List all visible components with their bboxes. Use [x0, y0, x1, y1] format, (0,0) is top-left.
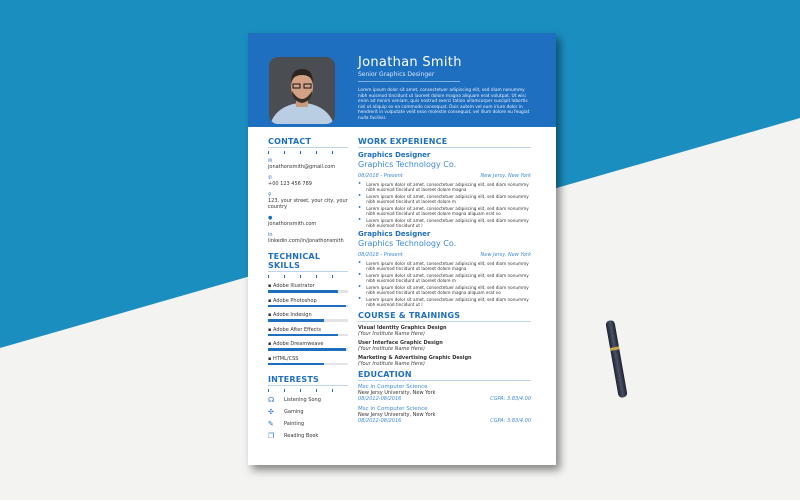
divider: [268, 151, 348, 154]
skill-label: [268, 327, 348, 333]
interest-label: Gaming: [284, 409, 304, 415]
job-title: Graphics Designer: [358, 230, 431, 238]
course-school: (Your Institute Name Here): [358, 346, 425, 352]
interest-item: [268, 408, 348, 416]
interest-item: [268, 432, 348, 440]
education-degree: Msc in Computer Science: [358, 406, 428, 412]
skill-label: [268, 341, 348, 347]
bullet-icon: •: [358, 272, 362, 278]
interests-heading: INTERESTS: [268, 375, 348, 386]
job: [358, 151, 531, 228]
interest-item: [268, 420, 348, 428]
contact-text: 123, your street, your city, your country: [268, 198, 348, 210]
job-dates: 08/2018 - Present: [358, 173, 403, 179]
education-list: [358, 384, 531, 424]
skill-bar: [268, 348, 348, 351]
skill-item: [268, 298, 348, 308]
skill-label: [268, 298, 348, 304]
course-school: (Your Institute Name Here): [358, 361, 425, 367]
bullet-icon: •: [358, 284, 362, 290]
skill-bar-fill: [268, 348, 346, 351]
job-bullet: [358, 297, 531, 307]
job-meta: [358, 173, 531, 179]
job-bullet: [358, 218, 531, 228]
skill-item: [268, 341, 348, 351]
bullet-icon: •: [358, 193, 362, 199]
skill-item: [268, 312, 348, 322]
job-bullet: [358, 261, 531, 271]
job-bullet: [358, 285, 531, 295]
job: [358, 230, 531, 307]
bullet-text: Lorem ipsum dolor sit amet, consectetuer adipiscing elit, sed diam nonummy nibh euismod tincidunt ut laoreet dolore magna aliquam erat vo: [366, 206, 529, 216]
candidate-role: Senior Graphics Desinger: [358, 71, 460, 82]
headphones-icon: ☊: [268, 396, 275, 404]
skill-item: [268, 327, 348, 337]
bullet-text: Lorem ipsum dolor sit amet, consectetuer adipiscing elit, sed diam nonummy nibh euismod tincidunt ut laoreet dolore magna: [366, 261, 529, 271]
bullet-text: Lorem ipsum dolor sit amet, consectetuer adipiscing elit, sed diam nonummy nibh euismod tincidunt ut laoreet dolore m: [366, 194, 529, 204]
course-list: [358, 325, 531, 367]
resume-paper: [248, 33, 556, 465]
skill-bar-fill: [268, 305, 346, 308]
education-degree: Msc in Computer Science: [358, 384, 428, 390]
bullet-text: Lorem ipsum dolor sit amet, consectetuer adipiscing elit, sed diam nonummy nibh euismod tincidunt ut laoreet dolore magna aliquam erat vo: [366, 285, 529, 295]
contact-text: jonathonsmith@gmail.com: [268, 164, 336, 170]
email-icon: ✉: [268, 158, 273, 164]
education-dates: 08/2012-08/2016: [358, 418, 402, 424]
skill-bar: [268, 334, 348, 337]
skill-name: Adobe Illustrator: [272, 283, 315, 289]
course-school: (Your Institute Name Here): [358, 331, 425, 337]
skill-name: Adobe Photoshop: [272, 297, 317, 304]
skill-list: [268, 283, 348, 365]
job-bullet: [358, 182, 531, 192]
education-dates: 08/2012-08/2016: [358, 396, 402, 402]
bullet-text: Lorem ipsum dolor sit amet, consectetuer adipiscing elit, sed diam nonummy nibh euismod tincidunt ut l: [366, 297, 529, 307]
skill-bar-fill: [268, 290, 338, 293]
job-meta: [358, 252, 531, 258]
education-item: [358, 384, 531, 402]
job-bullet: [358, 194, 531, 204]
skill-label: [268, 283, 348, 289]
job-bullet: [358, 206, 531, 216]
skill-bar-fill: [268, 319, 324, 322]
profile-photo: [269, 57, 335, 124]
globe-icon: ●: [268, 215, 273, 221]
contact-text: jonathonsmith.com: [268, 221, 317, 227]
contact-item: [268, 192, 348, 210]
bullet-text: Lorem ipsum dolor sit amet, consectetuer adipiscing elit, sed diam nonummy nibh euismod tincidunt ut l: [366, 218, 529, 228]
bullet-icon: •: [358, 205, 362, 211]
job-bullet: [358, 273, 531, 283]
job-company: Graphics Technology Co.: [358, 239, 457, 248]
contact-item: [268, 232, 348, 244]
candidate-name: Jonathan Smith: [358, 55, 462, 70]
skill-bar: [268, 319, 348, 322]
courses-heading: COURSE & TRAININGS: [358, 311, 531, 322]
skill-name: Adobe Dreamweave: [272, 341, 324, 347]
education-meta: [358, 418, 531, 424]
bullet-icon: ▪: [268, 341, 273, 347]
interest-item: [268, 396, 348, 404]
job-company: Graphics Technology Co.: [358, 160, 457, 169]
bullet-icon: ▪: [268, 297, 273, 304]
contact-list: [268, 158, 348, 244]
course-name: Marketing & Advertising Graphic Design: [358, 355, 472, 361]
location-icon: ⚲: [268, 192, 272, 198]
contact-text: +00 123 456 789: [268, 181, 312, 187]
contact-item: [268, 215, 348, 227]
resume-header: [248, 33, 556, 127]
contact-item: [268, 175, 348, 187]
bullet-icon: ▪: [268, 283, 273, 289]
left-column: [268, 137, 348, 440]
skill-item: [268, 356, 348, 366]
skills-heading: TECHNICAL SKILLS: [268, 252, 348, 272]
interest-list: [268, 396, 348, 440]
interest-label: Painting: [284, 421, 305, 427]
divider: [268, 389, 348, 392]
divider: [268, 275, 348, 278]
education-item: [358, 406, 531, 424]
job-dates: 08/2018 - Present: [358, 252, 403, 258]
course-name: User Interface Graphic Design: [358, 340, 443, 346]
skill-name: Adobe Indesign: [272, 312, 312, 318]
bullet-icon: •: [358, 296, 362, 302]
skill-bar-fill: [268, 334, 338, 337]
skill-bar: [268, 363, 348, 366]
bullet-icon: •: [358, 181, 362, 187]
pen: [605, 320, 627, 398]
education-meta: [358, 396, 531, 402]
skill-name: Adobe After Effects: [272, 326, 321, 333]
job-location: New Jersy, New York: [480, 173, 531, 179]
right-column: [358, 137, 531, 424]
skill-bar-fill: [268, 363, 324, 366]
education-heading: EDUCATION: [358, 370, 531, 381]
bullet-icon: ▪: [268, 355, 273, 362]
bullet-icon: •: [358, 260, 362, 266]
interest-label: Reading Book: [284, 433, 319, 439]
intro-text: Lorem ipsum dolor sit amet, consectetuer adipiscing elit, sed diam nonummy nibh euismod tincidunt ut laoreet dolore magna aliquam erat volutpat. Ut wisi enim ad minim veniam, quis nostrud exerci tation ullamcorper suscipit lobortis nisl ut aliquip ex ea commodo consequat. Duis autem vel eum iriure dolor in hendrerit in vulputate velit esse molestie consequat, vel illum dolore eu feugiat nulla facilisis: [358, 88, 530, 121]
skill-label: [268, 356, 348, 362]
contact-heading: CONTACT: [268, 137, 348, 148]
education-school: New Jersy University, New York: [358, 390, 436, 396]
job-location: New Jersy, New York: [480, 252, 531, 258]
work-heading: WORK EXPERIENCE: [358, 137, 531, 148]
course-name: Visual Identity Graphics Design: [358, 325, 447, 331]
bullet-icon: ▪: [268, 312, 273, 318]
bullet-icon: ▪: [268, 326, 273, 333]
bullet-icon: •: [358, 217, 362, 223]
phone-icon: ✆: [268, 175, 273, 181]
linkedin-icon: in: [268, 232, 273, 238]
education-gpa: CGPA: 3.83/4.00: [490, 396, 531, 402]
education-school: New Jersy University, New York: [358, 412, 436, 418]
job-list: [358, 151, 531, 307]
bullet-text: Lorem ipsum dolor sit amet, consectetuer adipiscing elit, sed diam nonummy nibh euismod tincidunt ut laoreet dolore magna: [366, 182, 529, 192]
interest-label: Listening Song: [284, 397, 321, 403]
skill-bar: [268, 290, 348, 293]
skill-label: [268, 312, 348, 318]
skill-item: [268, 283, 348, 293]
skill-name: HTML/CSS: [272, 355, 299, 362]
gamepad-icon: ✣: [268, 408, 274, 416]
job-title: Graphics Designer: [358, 151, 431, 159]
education-gpa: CGPA: 3.83/4.00: [490, 418, 531, 424]
book-icon: ❐: [268, 432, 275, 440]
bullet-text: Lorem ipsum dolor sit amet, consectetuer adipiscing elit, sed diam nonummy nibh euismod tincidunt ut laoreet dolore m: [366, 273, 529, 283]
contact-text: linkedin.com/in/jonathonsmith: [268, 238, 344, 244]
contact-item: [268, 158, 348, 170]
paint-icon: ✎: [268, 420, 274, 428]
skill-bar: [268, 305, 348, 308]
